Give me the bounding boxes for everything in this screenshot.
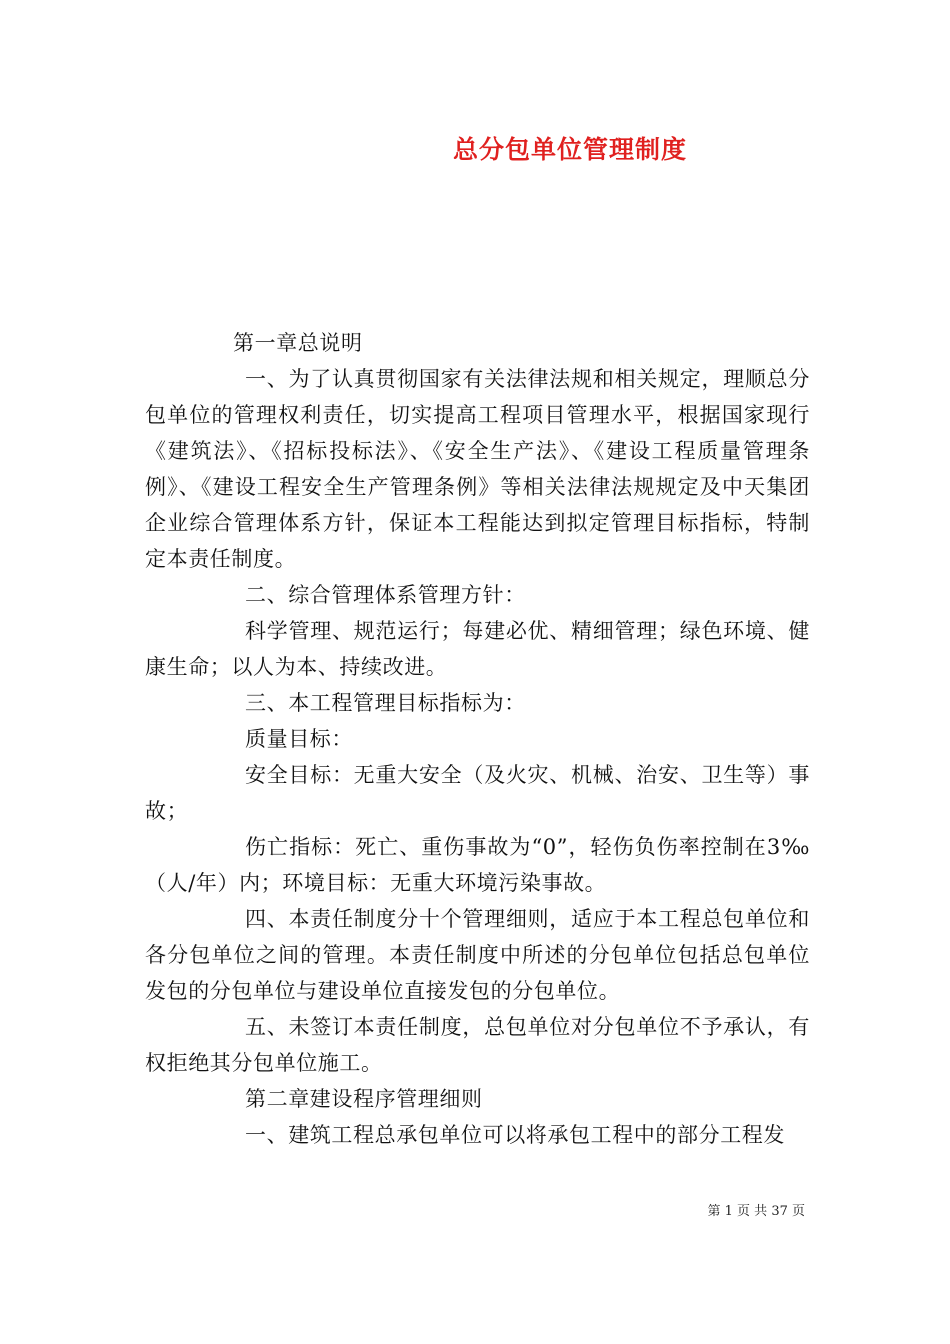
body-paragraph: 四、本责任制度分十个管理细则，适应于本工程总包单位和各分包单位之间的管理。本责任制度中所述的分包单位包括总包单位发包的分包单位与建设单位直接发包的分包单位。: [145, 907, 810, 1003]
body-paragraph: 一、建筑工程总承包单位可以将承包工程中的部分工程发: [245, 1123, 785, 1147]
document-title: 总分包单位管理制度: [452, 135, 687, 164]
body-paragraph: 科学管理、规范运行；每建必优、精细管理；绿色环境、健康生命；以人为本、持续改进。: [145, 619, 810, 679]
body-paragraph: 伤亡指标：死亡、重伤事故为“0”，轻伤负伤率控制在3‰（人/年）内；环境目标：无重大环境污染事故。: [145, 835, 810, 895]
body-paragraph: 五、未签订本责任制度，总包单位对分包单位不予承认，有权拒绝其分包单位施工。: [145, 1015, 810, 1075]
document-body: [145, 325, 810, 1153]
chapter-heading: 第二章建设程序管理细则: [245, 1087, 483, 1111]
body-paragraph: 安全目标：无重大安全（及火灾、机械、治安、卫生等）事故；: [145, 763, 810, 823]
page-number-footer: 第 1 页 共 37 页: [707, 1204, 805, 1219]
body-paragraph: 一、为了认真贯彻国家有关法律法规和相关规定，理顺总分包单位的管理权利责任，切实提高工程项目管理水平，根据国家现行《建筑法》、《招标投标法》、《安全生产法》、《建设工程质量管理条例》、《建设工程安全生产管理条例》等相关法律法规规定及中天集团企业综合管理体系方针，保证本工程能达到拟定管理目标指标，特制定本责任制度。: [145, 367, 810, 571]
body-paragraph: 质量目标：: [245, 727, 353, 751]
body-paragraph: 二、综合管理体系管理方针：: [245, 583, 526, 607]
body-paragraph: 三、本工程管理目标指标为：: [245, 691, 526, 715]
chapter-heading: 第一章总说明: [233, 331, 363, 355]
